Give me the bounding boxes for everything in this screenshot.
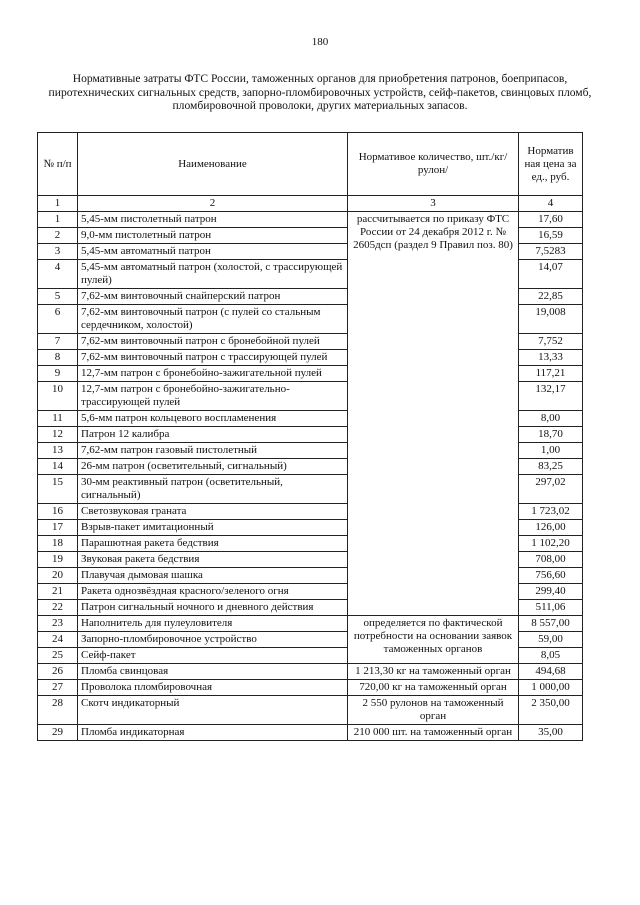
row-price: 494,68 xyxy=(519,664,583,680)
row-name: 7,62-мм винтовочный снайперский патрон xyxy=(78,289,348,305)
row-price: 13,33 xyxy=(519,350,583,366)
row-number: 10 xyxy=(38,382,78,411)
row-number: 7 xyxy=(38,334,78,350)
row-price: 59,00 xyxy=(519,632,583,648)
table-body xyxy=(38,212,583,741)
row-name: Проволока пломбировочная xyxy=(78,680,348,696)
row-price: 7,752 xyxy=(519,334,583,350)
row-number: 8 xyxy=(38,350,78,366)
row-price: 19,008 xyxy=(519,305,583,334)
row-price: 83,25 xyxy=(519,459,583,475)
row-number: 24 xyxy=(38,632,78,648)
row-price: 756,60 xyxy=(519,568,583,584)
row-number: 4 xyxy=(38,260,78,289)
row-name: 5,45-мм пистолетный патрон xyxy=(78,212,348,228)
row-name: 5,45-мм автоматный патрон xyxy=(78,244,348,260)
row-name: 26-мм патрон (осветительный, сигнальный) xyxy=(78,459,348,475)
row-number: 26 xyxy=(38,664,78,680)
row-price: 14,07 xyxy=(519,260,583,289)
norms-table xyxy=(37,132,583,741)
row-quantity: 2 550 рулонов на таможенный орган xyxy=(348,696,519,725)
table-row xyxy=(38,212,583,228)
row-number: 20 xyxy=(38,568,78,584)
row-price: 1 102,20 xyxy=(519,536,583,552)
table-row xyxy=(38,664,583,680)
row-name: Светозвуковая граната xyxy=(78,504,348,520)
row-name: Взрыв-пакет имитационный xyxy=(78,520,348,536)
row-name: 5,6-мм патрон кольцевого воспламенения xyxy=(78,411,348,427)
row-price: 17,60 xyxy=(519,212,583,228)
row-price: 22,85 xyxy=(519,289,583,305)
row-number: 13 xyxy=(38,443,78,459)
row-name: Сейф-пакет xyxy=(78,648,348,664)
row-price: 1 723,02 xyxy=(519,504,583,520)
row-number: 25 xyxy=(38,648,78,664)
row-name: 12,7-мм патрон с бронебойно-зажигательно-трассирующей пулей xyxy=(78,382,348,411)
row-name: 9,0-мм пистолетный патрон xyxy=(78,228,348,244)
row-price: 708,00 xyxy=(519,552,583,568)
row-price: 1 000,00 xyxy=(519,680,583,696)
row-number: 19 xyxy=(38,552,78,568)
row-number: 29 xyxy=(38,725,78,741)
row-quantity: 210 000 шт. на таможенный орган xyxy=(348,725,519,741)
header-price: Норматив ная цена за ед., руб. xyxy=(519,133,583,196)
row-price: 35,00 xyxy=(519,725,583,741)
row-name: Запорно-пломбировочное устройство xyxy=(78,632,348,648)
row-price: 126,00 xyxy=(519,520,583,536)
row-price: 8 557,00 xyxy=(519,616,583,632)
merged-quantity-cell: определяется по фактической потребности на основании заявок таможенных органов xyxy=(348,616,519,664)
row-name: Пломба свинцовая xyxy=(78,664,348,680)
row-name: 7,62-мм винтовочный патрон с трассирующей пулей xyxy=(78,350,348,366)
row-name: Звуковая ракета бедствия xyxy=(78,552,348,568)
row-name: 30-мм реактивный патрон (осветительный, сигнальный) xyxy=(78,475,348,504)
row-price: 7,5283 xyxy=(519,244,583,260)
row-number: 16 xyxy=(38,504,78,520)
header-num: № п/п xyxy=(38,133,78,196)
row-number: 22 xyxy=(38,600,78,616)
row-price: 299,40 xyxy=(519,584,583,600)
row-price: 132,17 xyxy=(519,382,583,411)
row-number: 18 xyxy=(38,536,78,552)
row-number: 17 xyxy=(38,520,78,536)
table-row xyxy=(38,680,583,696)
row-number: 12 xyxy=(38,427,78,443)
row-name: 7,62-мм винтовочный патрон с бронебойной пулей xyxy=(78,334,348,350)
row-price: 297,02 xyxy=(519,475,583,504)
row-number: 1 xyxy=(38,212,78,228)
page-number: 180 xyxy=(311,36,329,48)
row-name: Пломба индикаторная xyxy=(78,725,348,741)
table-row xyxy=(38,616,583,632)
column-index: 2 xyxy=(78,196,348,212)
row-number: 11 xyxy=(38,411,78,427)
row-number: 5 xyxy=(38,289,78,305)
column-index: 4 xyxy=(519,196,583,212)
row-number: 23 xyxy=(38,616,78,632)
row-number: 28 xyxy=(38,696,78,725)
row-number: 2 xyxy=(38,228,78,244)
column-index: 3 xyxy=(348,196,519,212)
row-price: 16,59 xyxy=(519,228,583,244)
row-number: 21 xyxy=(38,584,78,600)
row-number: 3 xyxy=(38,244,78,260)
header-qty: Нормативое количество, шт./кг/рулон/ xyxy=(348,133,519,196)
row-number: 14 xyxy=(38,459,78,475)
merged-quantity-cell: рассчитывается по приказу ФТС России от 24 декабря 2012 г. № 2605дсп (раздел 9 Правил поз. 80) xyxy=(348,212,519,616)
row-price: 1,00 xyxy=(519,443,583,459)
column-index: 1 xyxy=(38,196,78,212)
column-index-row xyxy=(38,196,583,212)
row-name: 7,62-мм винтовочный патрон (с пулей со стальным сердечником, холостой) xyxy=(78,305,348,334)
row-name: Скотч индикаторный xyxy=(78,696,348,725)
row-price: 2 350,00 xyxy=(519,696,583,725)
header-name: Наименование xyxy=(78,133,348,196)
row-name: 5,45-мм автоматный патрон (холостой, с трассирующей пулей) xyxy=(78,260,348,289)
row-number: 9 xyxy=(38,366,78,382)
table-header-row xyxy=(38,133,583,196)
row-price: 511,06 xyxy=(519,600,583,616)
row-name: 12,7-мм патрон с бронебойно-зажигательной пулей xyxy=(78,366,348,382)
row-name: 7,62-мм патрон газовый пистолетный xyxy=(78,443,348,459)
row-number: 15 xyxy=(38,475,78,504)
row-price: 8,05 xyxy=(519,648,583,664)
table-row xyxy=(38,696,583,725)
row-price: 18,70 xyxy=(519,427,583,443)
row-number: 27 xyxy=(38,680,78,696)
row-price: 117,21 xyxy=(519,366,583,382)
row-quantity: 720,00 кг на таможенный орган xyxy=(348,680,519,696)
document-title: Нормативные затраты ФТС России, таможенных органов для приобретения патронов, боеприпасов, пиротехнических сигнальных средств, запорно-пломбировочных устройств, сейф-пакетов, свинцовых пломб, пломбировочной проволоки, других материальных запасов. xyxy=(48,72,592,112)
row-price: 8,00 xyxy=(519,411,583,427)
row-name: Парашютная ракета бедствия xyxy=(78,536,348,552)
row-name: Наполнитель для пулеуловителя xyxy=(78,616,348,632)
row-name: Патрон 12 калибра xyxy=(78,427,348,443)
row-name: Ракета однозвёздная красного/зеленого огня xyxy=(78,584,348,600)
row-number: 6 xyxy=(38,305,78,334)
row-name: Патрон сигнальный ночного и дневного действия xyxy=(78,600,348,616)
table-row xyxy=(38,725,583,741)
row-quantity: 1 213,30 кг на таможенный орган xyxy=(348,664,519,680)
row-name: Плавучая дымовая шашка xyxy=(78,568,348,584)
